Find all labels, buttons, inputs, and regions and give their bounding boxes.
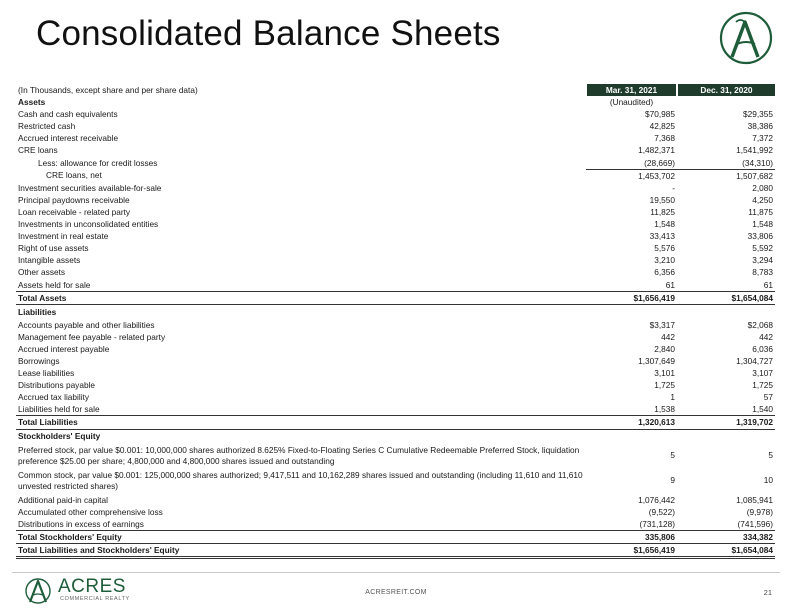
value-mar-2021: $1,656,419 bbox=[586, 291, 677, 304]
table-row bbox=[16, 518, 775, 531]
value-mar-2021: 1,453,702 bbox=[638, 170, 675, 181]
value-dec-2020: 8,783 bbox=[752, 267, 773, 278]
value-mar-2021: 3,210 bbox=[654, 255, 675, 266]
value-mar-2021: 61 bbox=[665, 279, 675, 290]
row-label: Borrowings bbox=[18, 355, 60, 366]
row-label: Principal paydowns receivable bbox=[18, 194, 130, 205]
value-dec-2020: 334,382 bbox=[677, 530, 775, 543]
value-mar-2021: 33,413 bbox=[649, 231, 675, 242]
value-mar-2021: 1,320,613 bbox=[586, 416, 677, 429]
value-dec-2020: 1,319,702 bbox=[677, 416, 775, 429]
value-mar-2021: 1 bbox=[670, 392, 675, 403]
value-mar-2021: $3,317 bbox=[649, 319, 675, 330]
table-row bbox=[16, 230, 775, 242]
total-equity-row bbox=[16, 530, 775, 543]
liabilities-header-row bbox=[16, 304, 775, 319]
value-mar-2021: 335,806 bbox=[586, 530, 677, 543]
total-assets-row bbox=[16, 291, 775, 304]
row-label: Less: allowance for credit losses bbox=[38, 157, 158, 168]
table-row bbox=[16, 266, 775, 278]
table-row bbox=[16, 132, 775, 144]
row-label: Distributions payable bbox=[18, 380, 96, 391]
table-row bbox=[16, 242, 775, 254]
section-header: Liabilities bbox=[18, 306, 57, 317]
value-dec-2020: 61 bbox=[763, 279, 773, 290]
table-row bbox=[16, 494, 775, 506]
value-mar-2021: 1,548 bbox=[654, 219, 675, 230]
table-row bbox=[16, 254, 775, 266]
value-mar-2021: $1,656,419 bbox=[586, 543, 677, 557]
table-row bbox=[16, 469, 775, 494]
row-label: Intangible assets bbox=[18, 255, 81, 266]
value-dec-2020: (741,596) bbox=[737, 518, 773, 529]
table-row bbox=[16, 331, 775, 343]
table-row bbox=[16, 120, 775, 132]
balance-sheet-table bbox=[16, 84, 775, 559]
value-mar-2021: 1,538 bbox=[654, 404, 675, 415]
row-label: Total Liabilities bbox=[16, 416, 586, 429]
value-mar-2021: - bbox=[672, 182, 675, 193]
value-mar-2021: $70,985 bbox=[645, 109, 675, 120]
table-row bbox=[16, 218, 775, 230]
value-dec-2020: 1,540 bbox=[752, 404, 773, 415]
table-row bbox=[16, 355, 775, 367]
row-label: Lease liabilities bbox=[18, 368, 75, 379]
row-label: Total Assets bbox=[16, 291, 586, 304]
row-label: Loan receivable - related party bbox=[18, 206, 131, 217]
value-mar-2021: 7,368 bbox=[654, 133, 675, 144]
row-label: CRE loans bbox=[18, 145, 58, 156]
table-row bbox=[16, 144, 775, 156]
table-row bbox=[16, 319, 775, 331]
table-row bbox=[16, 444, 775, 469]
value-dec-2020: 1,725 bbox=[752, 380, 773, 391]
row-label: Distributions in excess of earnings bbox=[18, 518, 144, 529]
total-liabilities-equity-row bbox=[16, 543, 775, 557]
acres-logo-icon bbox=[718, 10, 774, 66]
row-label: Liabilities held for sale bbox=[18, 404, 100, 415]
value-dec-2020: 4,250 bbox=[752, 194, 773, 205]
row-label: Restricted cash bbox=[18, 121, 76, 132]
value-dec-2020: 11,875 bbox=[748, 206, 773, 217]
table-row bbox=[16, 182, 775, 194]
value-mar-2021: (731,128) bbox=[639, 518, 675, 529]
value-mar-2021: 1,725 bbox=[654, 380, 675, 391]
value-dec-2020: 2,080 bbox=[752, 182, 773, 193]
value-dec-2020: $29,355 bbox=[743, 109, 773, 120]
table-row bbox=[16, 403, 775, 416]
value-dec-2020: $1,654,084 bbox=[677, 543, 775, 557]
value-dec-2020: 1,548 bbox=[752, 219, 773, 230]
footer-brand-name: ACRES bbox=[58, 576, 126, 597]
row-label: Accrued tax liability bbox=[18, 392, 90, 403]
section-header: Stockholders' Equity bbox=[18, 431, 101, 442]
value-mar-2021: 1,307,649 bbox=[638, 355, 675, 366]
row-label: Management fee payable - related party bbox=[18, 331, 166, 342]
footer-url: ACRESREIT.COM bbox=[365, 589, 427, 596]
footer-brand-subtitle: COMMERCIAL REALTY bbox=[60, 596, 130, 602]
value-mar-2021: 42,825 bbox=[649, 121, 675, 132]
value-dec-2020: 3,294 bbox=[752, 255, 773, 266]
section-header-assets: Assets bbox=[18, 97, 46, 108]
row-label: Preferred stock, par value $0.001: 10,000,000 shares authorized 8.625% Fixed-to-Floating Series C Cumulative Redeemable Preferred Stock, liquidation preference $25.00 per share; 4,800,000 and 4,800,000 shares issued and outstanding bbox=[18, 444, 580, 467]
row-label: Investment securities available-for-sale bbox=[18, 182, 162, 193]
value-dec-2020: 33,806 bbox=[747, 231, 773, 242]
value-dec-2020: 7,372 bbox=[752, 133, 773, 144]
row-label: Right of use assets bbox=[18, 243, 89, 254]
total-liabilities-row bbox=[16, 416, 775, 429]
row-label: Accounts payable and other liabilities bbox=[18, 319, 155, 330]
row-label: Other assets bbox=[18, 267, 66, 278]
value-dec-2020: 5 bbox=[768, 450, 773, 461]
row-label: Assets held for sale bbox=[18, 279, 91, 290]
row-label: Accrued interest payable bbox=[18, 343, 110, 354]
page-number: 21 bbox=[763, 588, 772, 597]
value-mar-2021: 1,482,371 bbox=[638, 145, 675, 156]
value-dec-2020: 6,036 bbox=[752, 343, 773, 354]
table-row bbox=[16, 108, 775, 120]
table-row bbox=[16, 391, 775, 403]
value-mar-2021: 9 bbox=[670, 475, 675, 486]
value-dec-2020: 10 bbox=[763, 475, 773, 486]
value-dec-2020: 1,085,941 bbox=[736, 494, 773, 505]
row-label: Cash and cash equivalents bbox=[18, 109, 118, 120]
page-title: Consolidated Balance Sheets bbox=[36, 14, 501, 53]
table-row bbox=[16, 157, 775, 170]
equity-header-row bbox=[16, 429, 775, 444]
row-label: Accrued interest receivable bbox=[18, 133, 119, 144]
value-mar-2021: 2,840 bbox=[654, 343, 675, 354]
value-dec-2020: $1,654,084 bbox=[677, 291, 775, 304]
table-row bbox=[16, 279, 775, 292]
table-row bbox=[16, 206, 775, 218]
value-mar-2021: 1,076,442 bbox=[638, 494, 675, 505]
value-mar-2021: 5,576 bbox=[654, 243, 675, 254]
table-row bbox=[16, 343, 775, 355]
footer-divider bbox=[12, 572, 780, 573]
value-mar-2021: 11,825 bbox=[650, 206, 675, 217]
value-mar-2021: (28,669) bbox=[586, 157, 677, 170]
unit-note: (In Thousands, except share and per share data) bbox=[18, 85, 198, 95]
value-dec-2020: (9,978) bbox=[746, 506, 773, 517]
value-mar-2021: 442 bbox=[661, 331, 675, 342]
table-row bbox=[16, 194, 775, 206]
table-row bbox=[16, 506, 775, 518]
value-dec-2020: 1,507,682 bbox=[736, 170, 773, 181]
value-dec-2020: 442 bbox=[759, 331, 773, 342]
assets-header-row bbox=[16, 96, 775, 108]
unaudited-label: (Unaudited) bbox=[609, 97, 654, 108]
table-row bbox=[16, 367, 775, 379]
row-label: Total Liabilities and Stockholders' Equity bbox=[16, 543, 586, 557]
row-label: Common stock, par value $0.001: 125,000,000 shares authorized; 9,417,511 and 10,162,289 shares issued and outstanding (including 11,610 and 11,610 unvested restricted shares) bbox=[18, 469, 583, 492]
row-label: Investments in unconsolidated entities bbox=[18, 219, 159, 230]
value-mar-2021: 6,356 bbox=[654, 267, 675, 278]
value-dec-2020: $2,068 bbox=[747, 319, 773, 330]
value-dec-2020: 3,107 bbox=[752, 368, 773, 379]
value-dec-2020: 1,304,727 bbox=[736, 355, 773, 366]
value-mar-2021: 19,550 bbox=[649, 194, 675, 205]
row-label: Total Stockholders' Equity bbox=[16, 530, 586, 543]
row-label: CRE loans, net bbox=[46, 170, 102, 181]
row-label: Investment in real estate bbox=[18, 231, 109, 242]
row-label: Accumulated other comprehensive loss bbox=[18, 506, 163, 517]
column-header-dec-2020: Dec. 31, 2020 bbox=[677, 84, 775, 96]
value-dec-2020: 1,541,992 bbox=[736, 145, 773, 156]
value-dec-2020: 57 bbox=[763, 392, 773, 403]
value-mar-2021: 3,101 bbox=[654, 368, 675, 379]
value-mar-2021: 5 bbox=[670, 450, 675, 461]
row-label: Additional paid-in capital bbox=[18, 494, 108, 505]
table-row bbox=[16, 379, 775, 391]
value-mar-2021: (9,522) bbox=[648, 506, 675, 517]
column-header-mar-2021: Mar. 31, 2021 bbox=[586, 84, 677, 96]
value-dec-2020: 5,592 bbox=[752, 243, 773, 254]
value-dec-2020: (34,310) bbox=[677, 157, 775, 170]
table-header-row bbox=[16, 84, 775, 96]
value-dec-2020: 38,386 bbox=[747, 121, 773, 132]
table-row bbox=[16, 169, 775, 182]
